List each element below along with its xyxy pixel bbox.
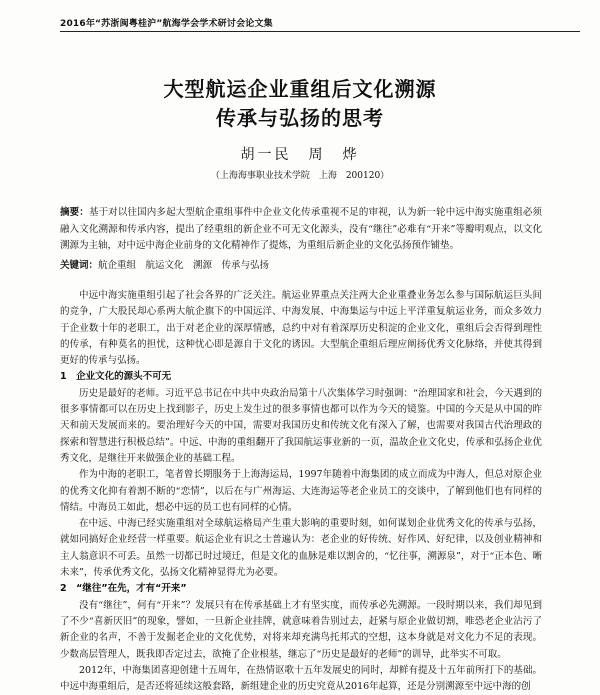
section-heading-1: 1 企业文化的源头不可无 bbox=[60, 371, 172, 383]
abstract-text: 基于对以往国内多起大型航企重组事件中企业文化传承重视不足的审视，认为新一轮中远中海实施重组必须融入文化溯源和传承内容，提出了经重组的新企业不可无文化源头，没有“继往”必难有“开来”等瓣明观点，以文化溯源为主轴，对中远中海企业前身的文化精神作了提炼，为重组后新企业的文化弘扬预作铺垫。 bbox=[60, 207, 542, 251]
paragraph: 作为中海的老职工，笔者曾长期服务于上海海运局，1997年随着中海集团的成立而成为中海人，但总对原企业的优秀文化抑有着割不断的“恋情”，以后在与广州海运、大连海运等老企业员工的交谈中，了解到他们也有同样的情结。中海员工如此，想必中远的员工也有同样的心情。 bbox=[60, 469, 542, 513]
paragraph: 在中远、中海已经实施重组对全球航运格局产生重大影响的重要时刻，如何谋划企业优秀文化的传承与弘扬，就如同搞好企业经营一样重要。航运企业有识之士普遍认为：老企业的好传统、好作风、好纪律，以及创业精神和主人翁意识不可丢。虽然一切都已时过境迁，但是文化的血脉是难以割舍的，“忆往事，溯源泉”，对于“正本色、晰未来”，传承优秀文化，弘扬文化精神显得尤为必要。 bbox=[60, 518, 542, 579]
body-text bbox=[60, 288, 542, 695]
paragraph: 没有“继往”，何有“开来”？发展只有在传承基础上才有坚实度，而传承必先溯源。一段时期以来，我们却见到了不少“喜新厌旧”的现象，譬如，一旦新企业挂牌，就意味着告别过去，赶紧与原企业做切割，唯恐老企业沾污了新企业的名声，不善于发掘老企业的文化优势，对将来却充满鸟托邦式的空想，这本身就是对文化力不足的表现。少数高层管理人，既我即否定过去，欲掩了企业根基，继忘了“历史是最好的老师”的训导，此举实不可取。 bbox=[60, 599, 542, 660]
section-heading-2: 2 “继往”在先，才有“开来” bbox=[60, 583, 187, 595]
keywords-label: 关键词： bbox=[60, 260, 99, 271]
running-head: 2016年“苏浙闽粤桂沪”航海学会学术研讨会论文集 bbox=[60, 19, 273, 29]
abstract-label: 摘要： bbox=[60, 207, 89, 218]
article-title-line2: 传承与弘扬的思考 bbox=[216, 106, 384, 130]
authors: 胡一民 周 烨 bbox=[240, 147, 360, 163]
paragraph: 历史是最好的老师。习近平总书记在中共中央政治局第十八次集体学习时强调：“治理国家和社会，今天遇到的很多事情都可以在历史上找到影子，历史上发生过的很多事情也都可以作为今天的镜鉴。中国的今天是从中国的昨天和前天发展而来的。要治理好今天的中国，需要对我国历史和传统文化有深入了解，也需要对我国古代治理政的探索和智慧进行积极总结”。中远、中海的重组翻开了我国航运事业新的一页，温故企业文化史，传承和弘扬企业优秀文化，是继往开来做强企业的基础工程。 bbox=[60, 387, 542, 464]
header-rule bbox=[60, 31, 580, 32]
paragraph-intro: 中远中海实施重组引起了社会各界的广泛关注。航运业界重点关注两大企业重叠业务怎么参与国际航运巨头间的竞争，广大股民却心系两大航企旗下的中国远洋、中海发展、中海集运与中远上平洋重复航运业务，而众多效力于企业数十年的老职工，出于对老企业的深厚情感，总约中对有着深厚历史积淀的企业文化，重组后会否得到理性的传承，有种莫名的担忧，这种忧心即是源自于文化的诱因。大型航企重组后理应阐扬优秀文化脉络，并使其得到更好的传承与弘扬。 bbox=[60, 290, 542, 367]
article-title-line1: 大型航运企业重组后文化溯源 bbox=[163, 77, 437, 101]
affiliation: （上海海事职业技术学院 上海 200120） bbox=[210, 171, 390, 181]
abstract bbox=[60, 205, 542, 255]
keywords-text: 航企重组 航运文化 溯源 传承与弘扬 bbox=[98, 260, 270, 271]
keywords bbox=[60, 258, 542, 275]
paragraph: 2012年，中海集团喜迎创建十五周年，在热情讴歌十五年发展史的同时，却鲜有提及十五年前所打下的基础。中远中海重组后，是否还将延续这般套路，新组建企业的历史究竟从2016年起算，还是分别溯源至中远中海的创 bbox=[60, 664, 542, 693]
